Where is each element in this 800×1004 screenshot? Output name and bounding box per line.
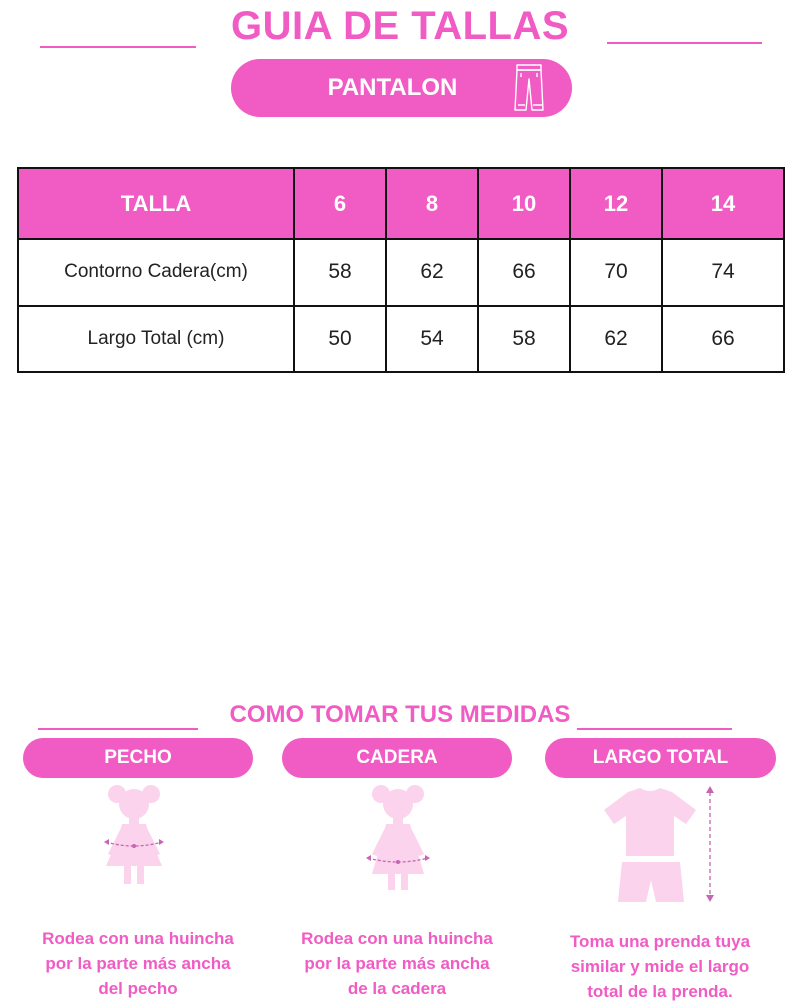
table-cell: 62: [570, 306, 662, 372]
measure-label-largo: LARGO TOTAL: [545, 738, 776, 778]
measure-label-pecho: PECHO: [23, 738, 253, 778]
garment-badge: [231, 59, 572, 117]
table-cell: 70: [570, 239, 662, 305]
table-cell: 66: [478, 239, 570, 305]
instruction-line: Toma una prenda tuya: [569, 932, 751, 951]
section-rule-left: [38, 728, 198, 730]
table-cell: 62: [386, 239, 478, 305]
pants-icon: [514, 63, 544, 113]
title-rule-right: [607, 42, 762, 44]
size-table: [17, 167, 785, 373]
child-chest-icon: [92, 782, 176, 886]
section-rule-right: [577, 728, 732, 730]
table-row: [18, 239, 784, 305]
instruction-line: Rodea con una huincha: [301, 929, 493, 948]
instruction-line: total de la prenda.: [587, 982, 733, 1001]
garment-label: PANTALON: [327, 74, 458, 101]
table-header-row: [18, 168, 784, 239]
instruction-line: similar y mide el largo: [570, 957, 750, 976]
instruction-line: Rodea con una huincha: [42, 929, 234, 948]
instruction-line: por la parte más ancha: [304, 954, 490, 973]
header-cell-size: 6: [294, 168, 386, 239]
table-cell: 54: [386, 306, 478, 372]
table-cell: 66: [662, 306, 784, 372]
header-cell-talla: TALLA: [18, 168, 294, 239]
header-cell-size: 12: [570, 168, 662, 239]
instruction-line: por la parte más ancha: [45, 954, 231, 973]
table-row: [18, 306, 784, 372]
child-hip-icon: [356, 782, 440, 892]
measure-label-cadera: CADERA: [282, 738, 512, 778]
instruction-largo: [535, 929, 785, 1004]
table-cell: 50: [294, 306, 386, 372]
row-label: Largo Total (cm): [18, 306, 294, 372]
title-rule-left: [40, 46, 196, 48]
instruction-cadera: [272, 926, 522, 1001]
page-title: GUIA DE TALLAS: [230, 4, 570, 48]
clothes-length-icon: [604, 784, 724, 906]
header-cell-size: 14: [662, 168, 784, 239]
table-cell: 58: [294, 239, 386, 305]
section-title: COMO TOMAR TUS MEDIDAS: [229, 701, 571, 728]
header-cell-size: 10: [478, 168, 570, 239]
instruction-pecho: [13, 926, 263, 1001]
instruction-line: del pecho: [98, 979, 178, 998]
header-cell-size: 8: [386, 168, 478, 239]
table-cell: 74: [662, 239, 784, 305]
table-cell: 58: [478, 306, 570, 372]
row-label: Contorno Cadera(cm): [18, 239, 294, 305]
instruction-line: de la cadera: [347, 979, 447, 998]
